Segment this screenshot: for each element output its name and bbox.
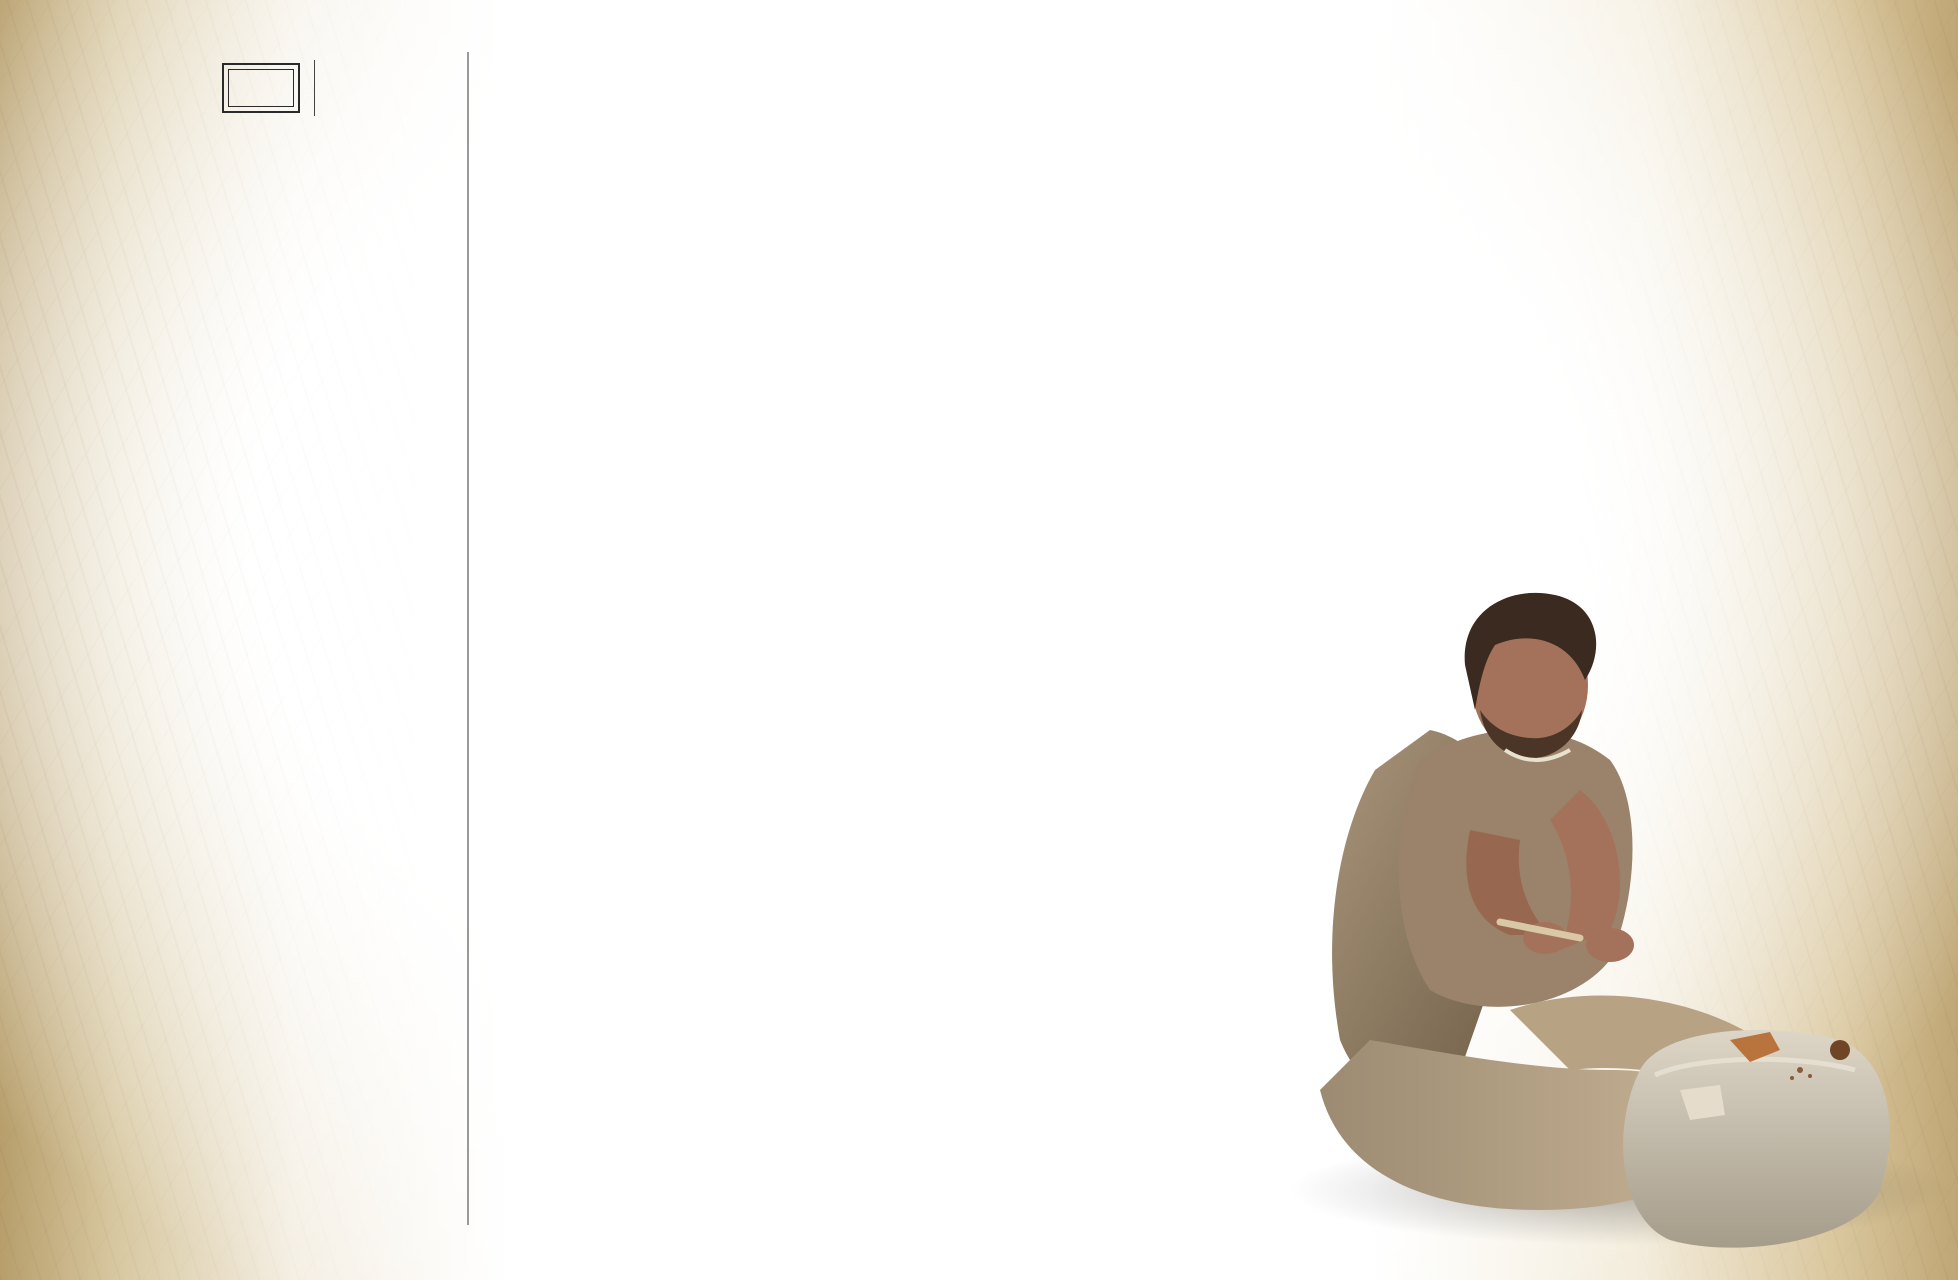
stone-age-man-knapping-icon bbox=[1280, 570, 1958, 1280]
logo-divider bbox=[314, 60, 315, 116]
dk-logo-icon bbox=[222, 63, 300, 113]
publisher-logo bbox=[92, 56, 458, 120]
imprint-column bbox=[92, 56, 458, 138]
column-divider bbox=[467, 52, 469, 1225]
